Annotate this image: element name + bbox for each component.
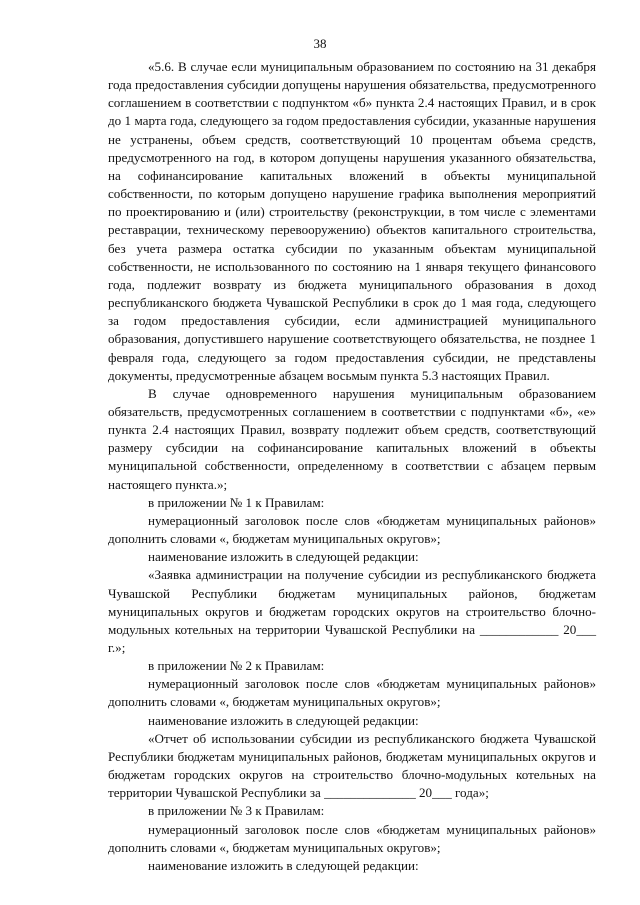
paragraph-appendix-2-heading: в приложении № 2 к Правилам: — [148, 658, 325, 674]
document-body — [108, 58, 596, 875]
paragraph-5-6-second: В случае одновременного нарушения муниципальным образованием обязательств, предусмотренных соглашением в соответствии с подпунктами «б», «е» пункта 2.4 настоящих Правил, возврату подлежит объем средств, соответствующий размеру субсидии на софинансирование капитальных вложений в объекты муниципальной собственности, определенному в соответствии с абзацем первым настоящего пункта.»; — [108, 385, 596, 492]
page-number: 38 — [313, 36, 327, 51]
paragraph-appendix-3-heading: в приложении № 3 к Правилам: — [148, 803, 325, 819]
paragraph-5-6-first: «5.6. В случае если муниципальным образованием по состоянию на 31 декабря года предоставления субсидии допущены нарушения обязательства, предусмотренного соглашением в соответствии с подпунктом «б» пункта 2.4 настоящих Правил, и в срок до 1 марта года, следующего за годом предоставления субсидии, указанные нарушения не устранены, объем средств, соответствующий 10 процентам объема средств, предусмотренного на год, в котором допущены нарушения указанного обязательства, на софинансирование капитальных вложений в объекты муниципальной собственности, по которым допущено нарушение графика выполнения мероприятий по проектированию и (или) строительству (реконструкции, в том числе с элементами реставрации, техническому перевооружению) объектов капитального строительства, без учета размера остатка субсидии по указанным объектам муниципальной собственности, не использованного по состоянию на 1 января текущего финансового года, подлежит возврату из бюджета муниципального образования в доход республиканского бюджета Чувашской Республики в срок до 1 мая года, следующего за годом предоставления субсидии, если администрацией муниципального образования, допустившего нарушение соответствующего обязательства, не позднее 1 февраля года, следующего за годом предоставления субсидии, не представлены документы, предусмотренные абзацем восьмым пункта 5.3 настоящих Правил. — [108, 59, 596, 383]
paragraph-appendix-1-title-intro: наименование изложить в следующей редакции: — [148, 549, 419, 565]
paragraph-appendix-2-numbering: нумерационный заголовок после слов «бюджетам муниципальных районов» дополнить словами «, бюджетам муниципальных округов»; — [108, 676, 596, 710]
paragraph-appendix-3-numbering: нумерационный заголовок после слов «бюджетам муниципальных районов» дополнить словами «, бюджетам муниципальных округов»; — [108, 821, 596, 855]
paragraph-appendix-3-title-intro: наименование изложить в следующей редакции: — [148, 857, 419, 873]
paragraph-appendix-1-numbering: нумерационный заголовок после слов «бюджетам муниципальных районов» дополнить словами «, бюджетам муниципальных округов»; — [108, 512, 596, 547]
paragraph-appendix-1-heading: в приложении № 1 к Правилам: — [148, 494, 325, 510]
paragraph-appendix-1-title: «Заявка администрации на получение субсидии из республиканского бюджета Чувашской Республики бюджетам муниципальных районов, бюджетам муниципальных округов и бюджетам городских округов на строительство блочно-модульных котельных на территории Чувашской Республики на ____________ 20___ г.»; — [108, 567, 596, 655]
paragraph-appendix-2-title-intro: наименование изложить в следующей редакции: — [148, 712, 419, 728]
paragraph-appendix-2-title: «Отчет об использовании субсидии из республиканского бюджета Чувашской Республики бюджетам муниципальных районов, бюджетам муниципальных округов и бюджетам городских округов на строительство блочно-модульных котельных на территории Чувашской Республики за ______________ 20___ года»; — [108, 730, 596, 801]
